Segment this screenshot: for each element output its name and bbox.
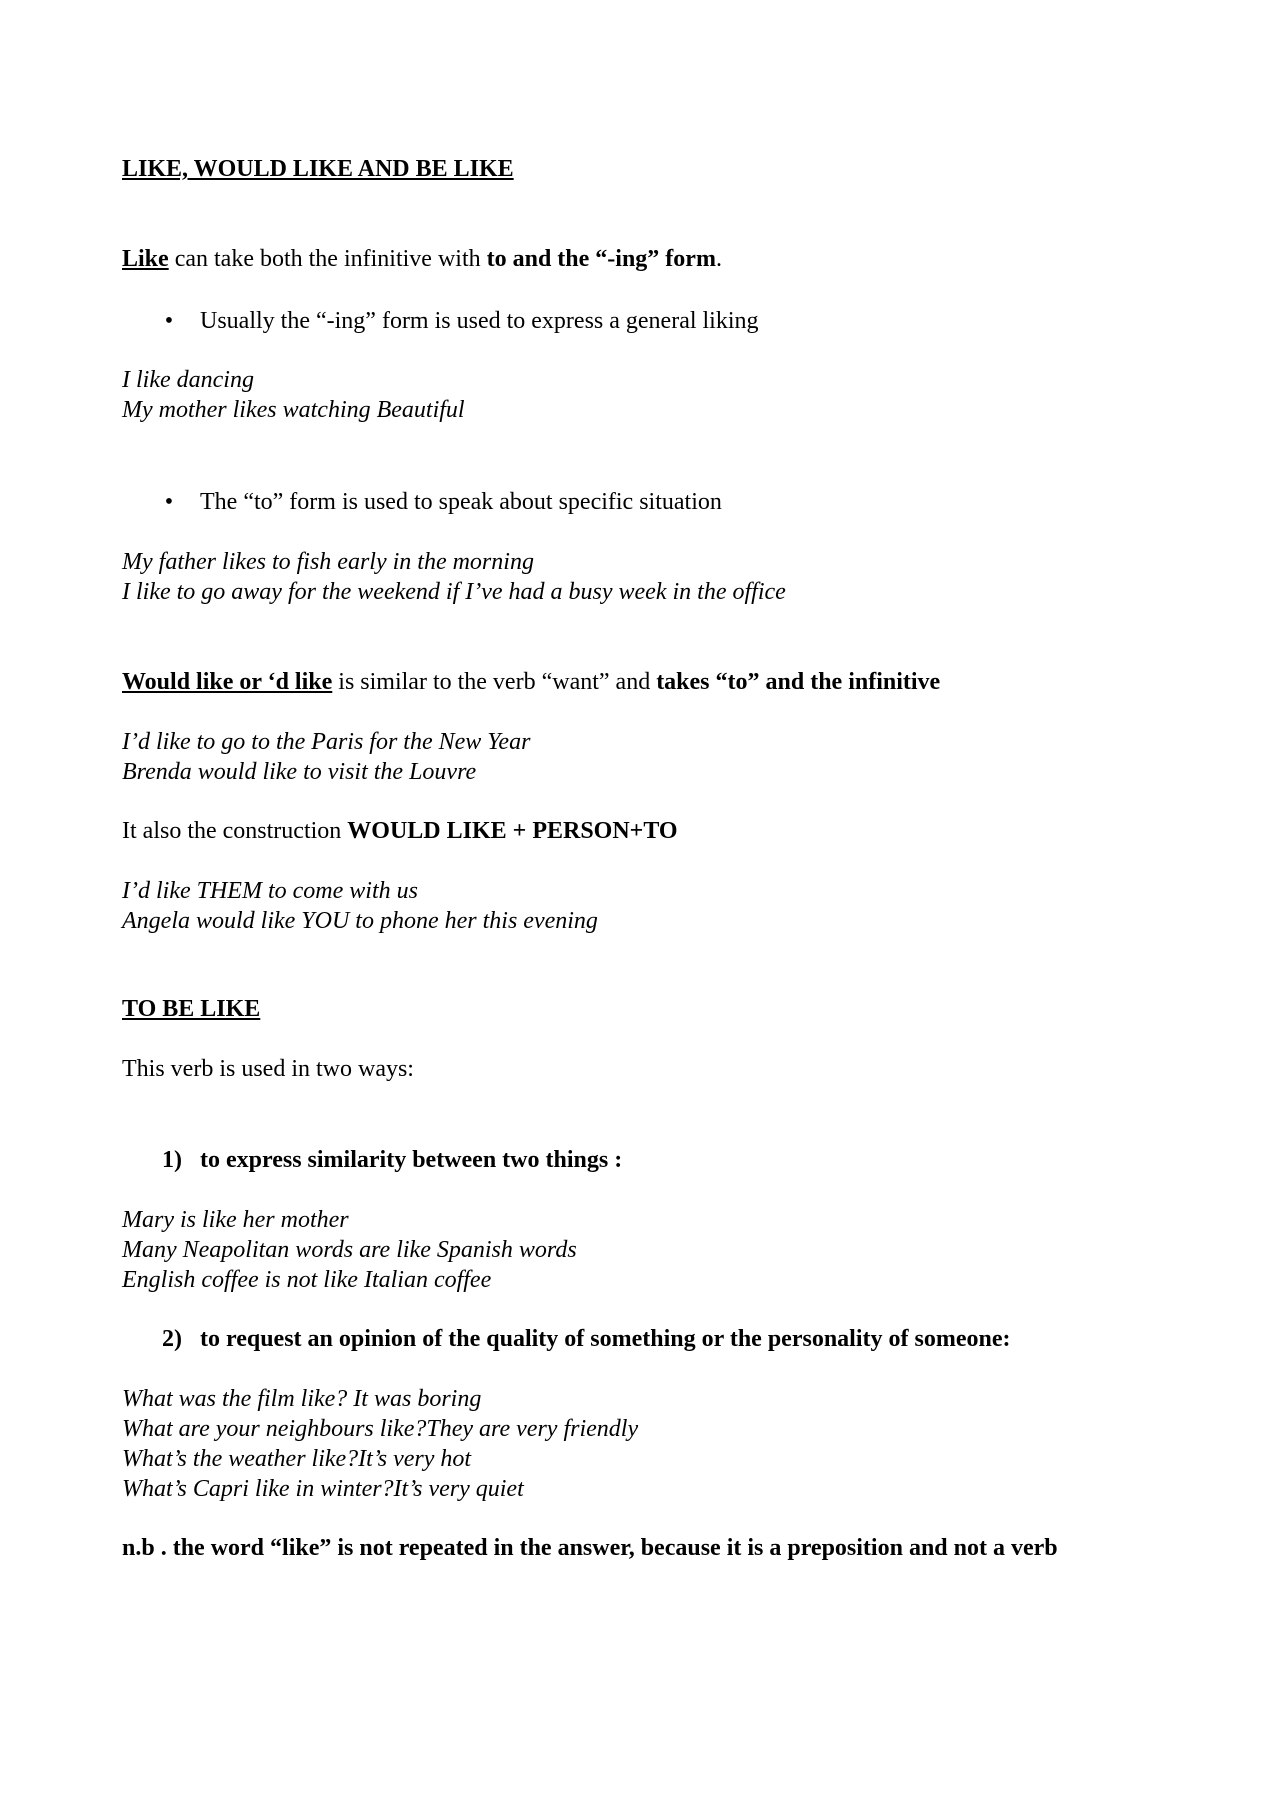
example-line: My father likes to fish early in the morning [122,549,534,575]
example-line: Brenda would like to visit the Louvre [122,759,477,785]
example-line: I like to go away for the weekend if I’ve had a busy week in the office [122,579,786,605]
example-line: What are your neighbours like?They are very friendly [122,1416,639,1442]
bullet-item-to: The “to” form is used to speak about specific situation [200,489,722,515]
page-title: LIKE, WOULD LIKE AND BE LIKE [122,156,514,182]
would-like-bold: takes “to” and the infinitive [656,669,941,695]
construction-paragraph [122,816,678,846]
example-line: Angela would like YOU to phone her this evening [122,908,598,934]
section-heading: TO BE LIKE [122,996,261,1022]
bullet-icon: • [164,489,174,515]
example-line: What’s Capri like in winter?It’s very quiet [122,1476,524,1502]
would-like-term: Would like or ‘d like [122,669,333,695]
intro-paragraph [122,244,722,274]
example-line: I’d like THEM to come with us [122,878,418,904]
intro-term: Like [122,246,169,272]
construction-bold: WOULD LIKE + PERSON+TO [347,818,678,844]
list-number: 2) [162,1326,182,1352]
example-line: What’s the weather like?It’s very hot [122,1446,472,1472]
numbered-item-opinion: to request an opinion of the quality of something or the personality of someone: [200,1326,1011,1352]
example-line: Mary is like her mother [122,1207,349,1233]
list-number: 1) [162,1147,182,1173]
ways-text: This verb is used in two ways: [122,1056,414,1082]
bullet-item-ing: Usually the “-ing” form is used to express a general liking [200,308,759,334]
note-text: n.b . the word “like” is not repeated in the answer, because it is a preposition and not a verb [122,1535,1058,1561]
intro-bold: to and the “-ing” form [486,246,716,272]
would-like-paragraph [122,667,940,697]
would-like-text: is similar to the verb “want” and [332,669,657,695]
intro-end: . [715,246,722,272]
example-line: Many Neapolitan words are like Spanish words [122,1237,577,1263]
example-line: I’d like to go to the Paris for the New Year [122,729,531,755]
bullet-icon: • [164,308,174,334]
example-line: I like dancing [122,367,254,393]
numbered-item-similarity: to express similarity between two things : [200,1147,623,1173]
example-line: My mother likes watching Beautiful [122,397,465,423]
example-line: What was the film like? It was boring [122,1386,482,1412]
construction-text: It also the construction [122,818,348,844]
intro-text: can take both the infinitive with [168,246,487,272]
example-line: English coffee is not like Italian coffee [122,1267,492,1293]
